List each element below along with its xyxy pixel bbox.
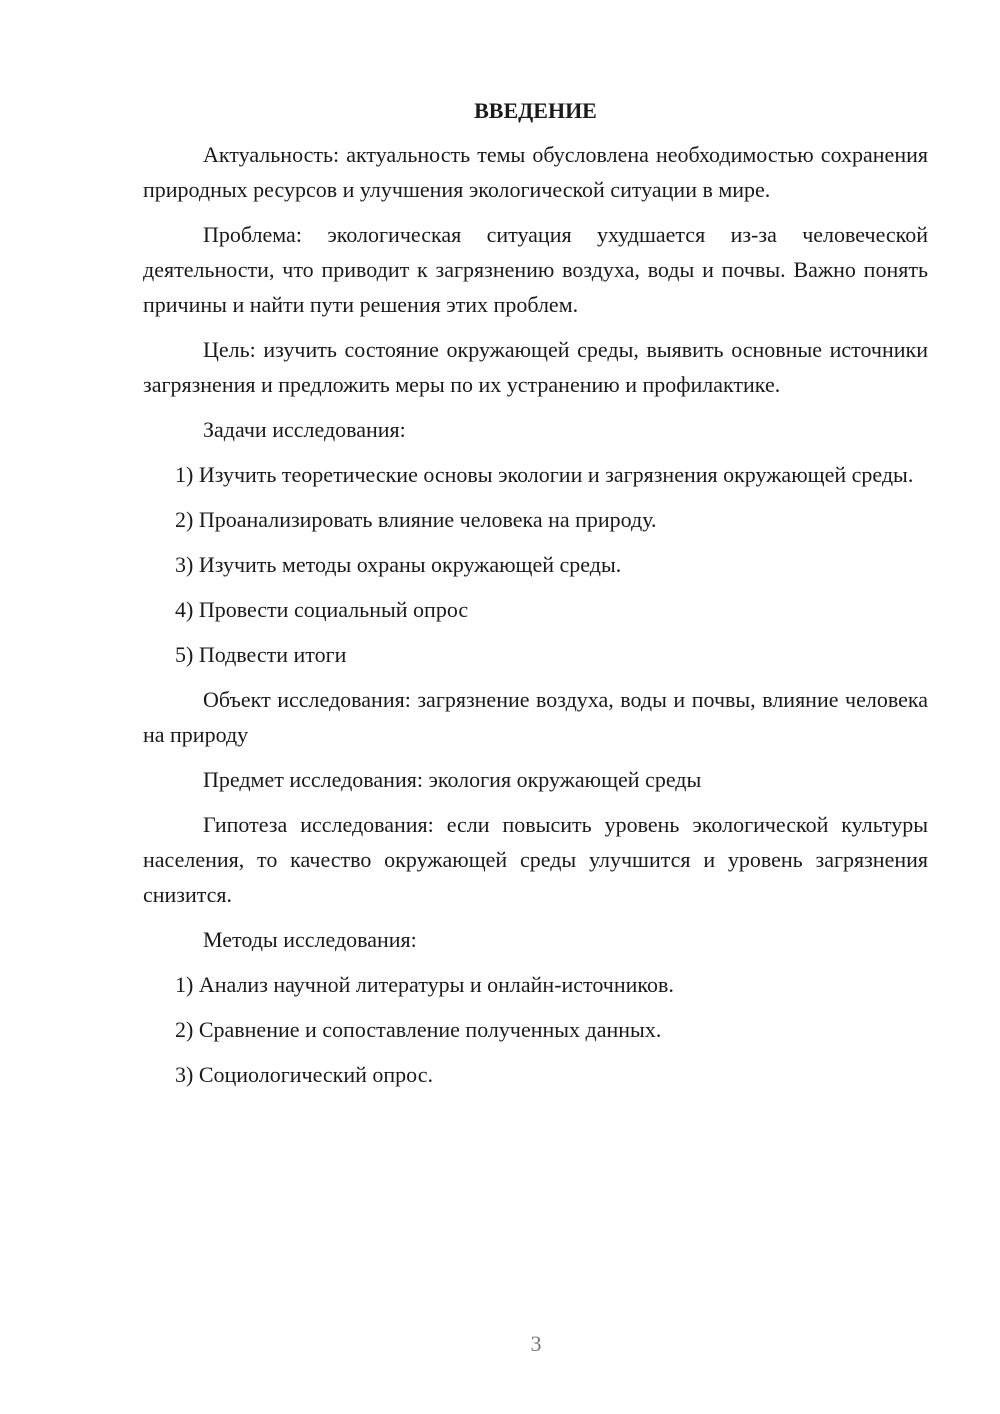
subject-paragraph: Предмет исследования: экология окружающей среды [203, 767, 702, 792]
method-item: 3) Социологический опрос. [175, 1062, 433, 1087]
page-number: 3 [530, 1331, 542, 1356]
relevance-paragraph: Актуальность: актуальность темы обусловлена необходимостью сохранения природных ресурсов и улучшения экологической ситуации в мире. [143, 142, 928, 202]
methods-label: Методы исследования: [203, 927, 417, 952]
method-item: 1) Анализ научной литературы и онлайн-источников. [175, 972, 674, 997]
page-content [143, 96, 928, 1102]
task-item: 4) Провести социальный опрос [175, 597, 469, 622]
task-item: 2) Проанализировать влияние человека на природу. [175, 507, 657, 532]
task-item: 3) Изучить методы охраны окружающей среды. [175, 552, 622, 577]
task-item: 5) Подвести итоги [175, 642, 347, 667]
section-title: ВВЕДЕНИЕ [474, 98, 597, 123]
object-paragraph: Объект исследования: загрязнение воздуха, воды и почвы, влияние человека на природу [143, 687, 928, 747]
tasks-label: Задачи исследования: [203, 417, 406, 442]
hypothesis-paragraph: Гипотеза исследования: если повысить уровень экологической культуры населения, то качество окружающей среды улучшится и уровень загрязнения снизится. [143, 812, 928, 907]
problem-paragraph: Проблема: экологическая ситуация ухудшается из-за человеческой деятельности, что приводит к загрязнению воздуха, воды и почвы. Важно понять причины и найти пути решения этих проблем. [143, 222, 928, 317]
task-item: 1) Изучить теоретические основы экологии и загрязнения окружающей среды. [175, 462, 914, 487]
goal-paragraph: Цель: изучить состояние окружающей среды, выявить основные источники загрязнения и предложить меры по их устранению и профилактике. [143, 337, 928, 397]
method-item: 2) Сравнение и сопоставление полученных данных. [175, 1017, 662, 1042]
